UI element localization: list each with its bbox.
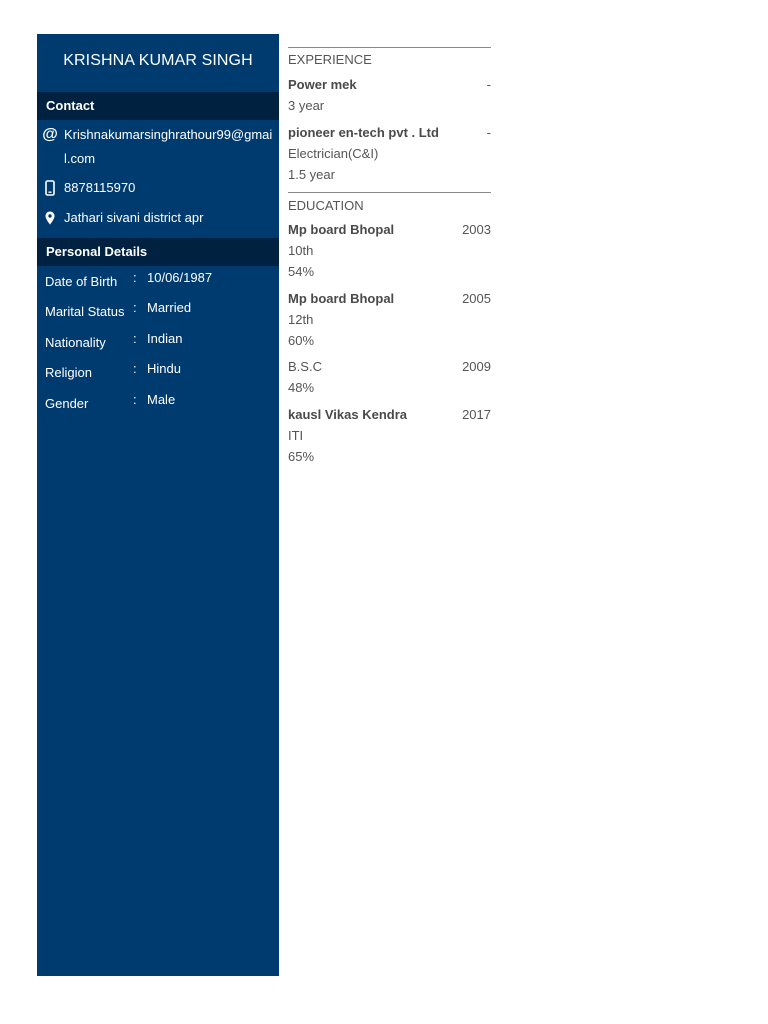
education-qualification: 12th	[288, 312, 314, 327]
detail-colon: :	[133, 361, 137, 376]
education-year: 2003	[462, 222, 491, 237]
experience-dates: -	[486, 125, 491, 140]
detail-value: Married	[147, 300, 192, 315]
sidebar	[37, 34, 279, 976]
education-qualification: 10th	[288, 243, 314, 258]
experience-dates: -	[486, 77, 491, 92]
experience-heading: EXPERIENCE	[288, 52, 372, 67]
education-item	[288, 356, 491, 398]
education-year: 2017	[462, 407, 491, 422]
experience-duration: 1.5 year	[288, 167, 335, 182]
map-pin-icon	[42, 211, 58, 229]
mobile-phone-icon	[42, 180, 58, 198]
contact-phone[interactable]	[37, 176, 279, 200]
detail-value: 10/06/1987	[147, 270, 213, 285]
detail-row-marital-status	[37, 298, 279, 320]
education-year: 2005	[462, 291, 491, 306]
detail-colon: :	[133, 270, 137, 285]
education-score: 48%	[288, 380, 315, 395]
education-year: 2009	[462, 359, 491, 374]
detail-row-nationality	[37, 329, 279, 351]
education-item	[288, 288, 491, 351]
address-text: Jathari sivani district apr	[64, 210, 204, 225]
education-score: 65%	[288, 449, 315, 464]
experience-company: Power mek	[288, 77, 357, 92]
detail-colon: :	[133, 392, 137, 407]
detail-label: Religion	[45, 365, 92, 380]
candidate-name: KRISHNA KUMAR SINGH	[63, 52, 253, 69]
experience-divider	[288, 47, 491, 48]
experience-item	[288, 122, 491, 185]
education-heading: EDUCATION	[288, 198, 364, 213]
contact-email[interactable]	[37, 123, 279, 171]
experience-duration: 3 year	[288, 98, 325, 113]
education-item	[288, 404, 491, 467]
detail-label: Gender	[45, 396, 89, 411]
education-divider	[288, 192, 491, 193]
detail-row-dob	[37, 268, 279, 290]
detail-row-gender	[37, 390, 279, 412]
personal-details-heading: Personal Details	[37, 238, 279, 266]
detail-value: Hindu	[147, 361, 181, 376]
contact-address	[37, 206, 279, 230]
education-qualification: ITI	[288, 428, 304, 443]
detail-label: Date of Birth	[45, 274, 118, 289]
experience-company: pioneer en-tech pvt . Ltd	[288, 125, 439, 140]
detail-row-religion	[37, 359, 279, 381]
at-sign-icon: @	[42, 126, 58, 143]
detail-colon: :	[133, 331, 137, 346]
education-institute: B.S.C	[288, 359, 322, 374]
detail-value: Indian	[147, 331, 183, 346]
education-institute: Mp board Bhopal	[288, 291, 395, 306]
detail-label: Nationality	[45, 335, 106, 350]
contact-heading: Contact	[37, 92, 279, 120]
education-score: 54%	[288, 264, 315, 279]
experience-item	[288, 74, 491, 116]
email-text: Krishnakumarsinghrathour99@gmail.com	[64, 127, 273, 166]
phone-text: 8878115970	[64, 180, 136, 195]
education-institute: kausl Vikas Kendra	[288, 407, 407, 422]
detail-colon: :	[133, 300, 137, 315]
detail-value: Male	[147, 392, 176, 407]
education-item	[288, 219, 491, 282]
education-institute: Mp board Bhopal	[288, 222, 395, 237]
experience-role: Electrician(C&I)	[288, 146, 379, 161]
detail-label: Marital Status	[45, 304, 125, 319]
education-score: 60%	[288, 333, 315, 348]
